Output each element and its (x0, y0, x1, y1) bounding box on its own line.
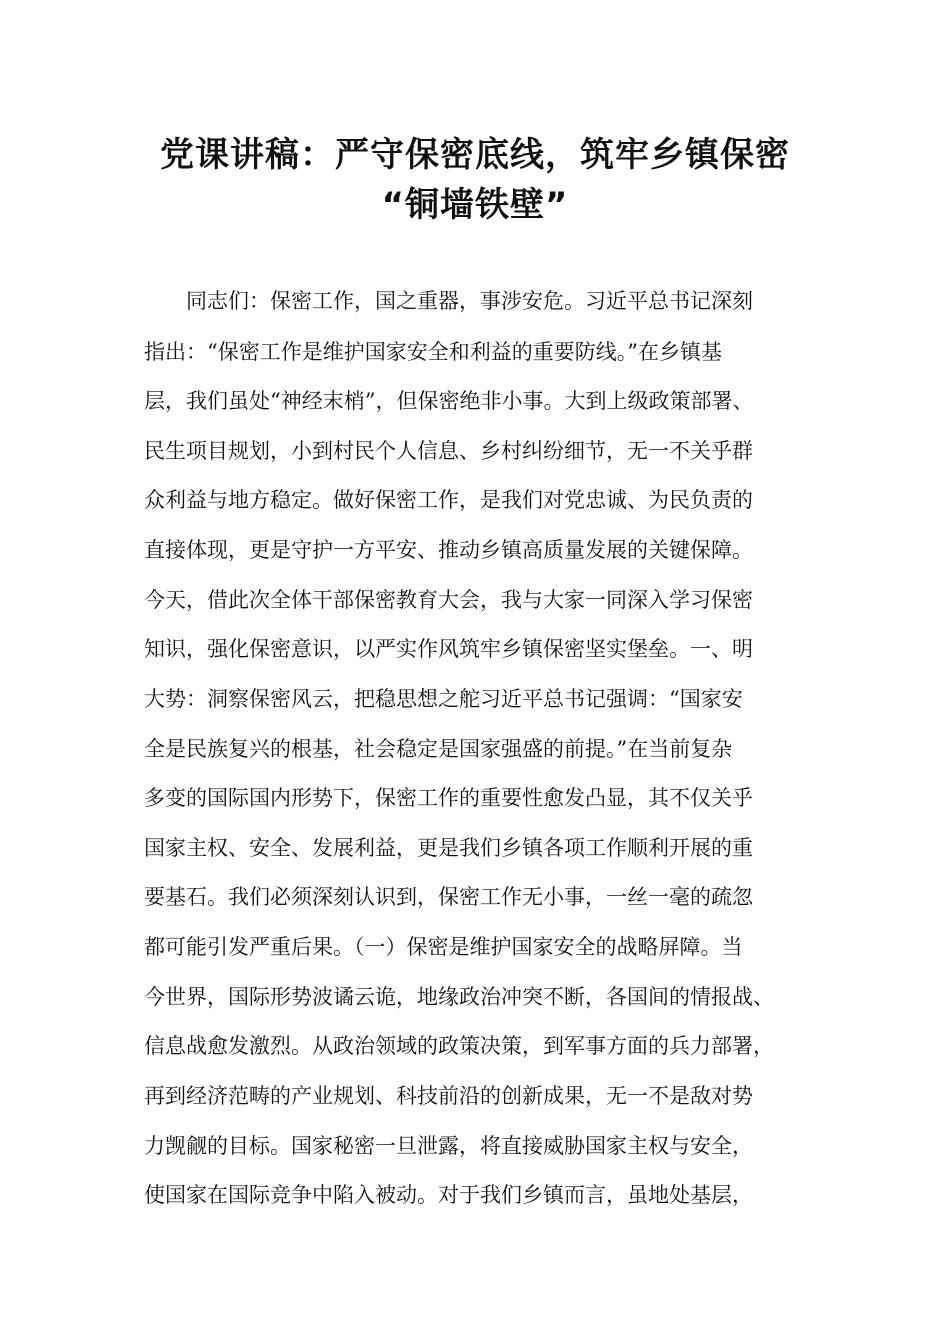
body-line-4: 民生项目规划，小到村民个人信息、乡村纠纷细节，无一不关乎群 (144, 439, 753, 463)
document-title-line-1: 党课讲稿：严守保密底线，筑牢乡镇保密 (160, 135, 790, 175)
body-line-15: 今世界，国际形势波谲云诡，地缘政治冲突不断，各国间的情报战、 (144, 985, 774, 1009)
body-line-3: 层，我们虽处“神经末梢”，但保密绝非小事。大到上级政策部署、 (144, 389, 754, 413)
body-line-5: 众利益与地方稳定。做好保密工作，是我们对党忠诚、为民负责的 (144, 488, 753, 512)
body-line-17: 再到经济范畴的产业规划、科技前沿的创新成果，无一不是敌对势 (144, 1084, 753, 1108)
body-line-12: 国家主权、安全、发展利益，更是我们乡镇各项工作顺利开展的重 (144, 836, 753, 860)
body-line-11: 多变的国际国内形势下，保密工作的重要性愈发凸显，其不仅关乎 (144, 786, 753, 810)
body-line-6: 直接体现，更是守护一方平安、推动乡镇高质量发展的关键保障。 (144, 538, 753, 562)
document-title-line-2: “铜墙铁壁” (381, 185, 569, 225)
body-line-16: 信息战愈发激烈。从政治领域的政策决策，到军事方面的兵力部署， (144, 1034, 774, 1058)
body-line-8: 知识，强化保密意识，以严实作风筑牢乡镇保密坚实堡垒。一、明 (144, 637, 753, 661)
body-line-13: 要基石。我们必须深刻认识到，保密工作无小事，一丝一毫的疏忽 (144, 885, 753, 909)
body-line-19: 使国家在国际竞争中陷入被动。对于我们乡镇而言，虽地处基层， (144, 1183, 753, 1207)
body-line-14: 都可能引发严重后果。（一）保密是维护国家安全的战略屏障。当 (144, 935, 743, 959)
body-line-1: 同志们：保密工作，国之重器，事涉安危。习近平总书记深刻 (186, 289, 753, 313)
body-line-7: 今天，借此次全体干部保密教育大会，我与大家一同深入学习保密 (144, 588, 753, 612)
body-line-2: 指出：“保密工作是维护国家安全和利益的重要防线。”在乡镇基 (144, 340, 722, 364)
body-line-10: 全是民族复兴的根基，社会稳定是国家强盛的前提。”在当前复杂 (144, 737, 733, 761)
body-line-18: 力觊觎的目标。国家秘密一旦泄露，将直接威胁国家主权与安全， (144, 1134, 753, 1158)
body-line-9: 大势：洞察保密风云，把稳思想之舵习近平总书记强调：“国家安 (144, 687, 743, 711)
